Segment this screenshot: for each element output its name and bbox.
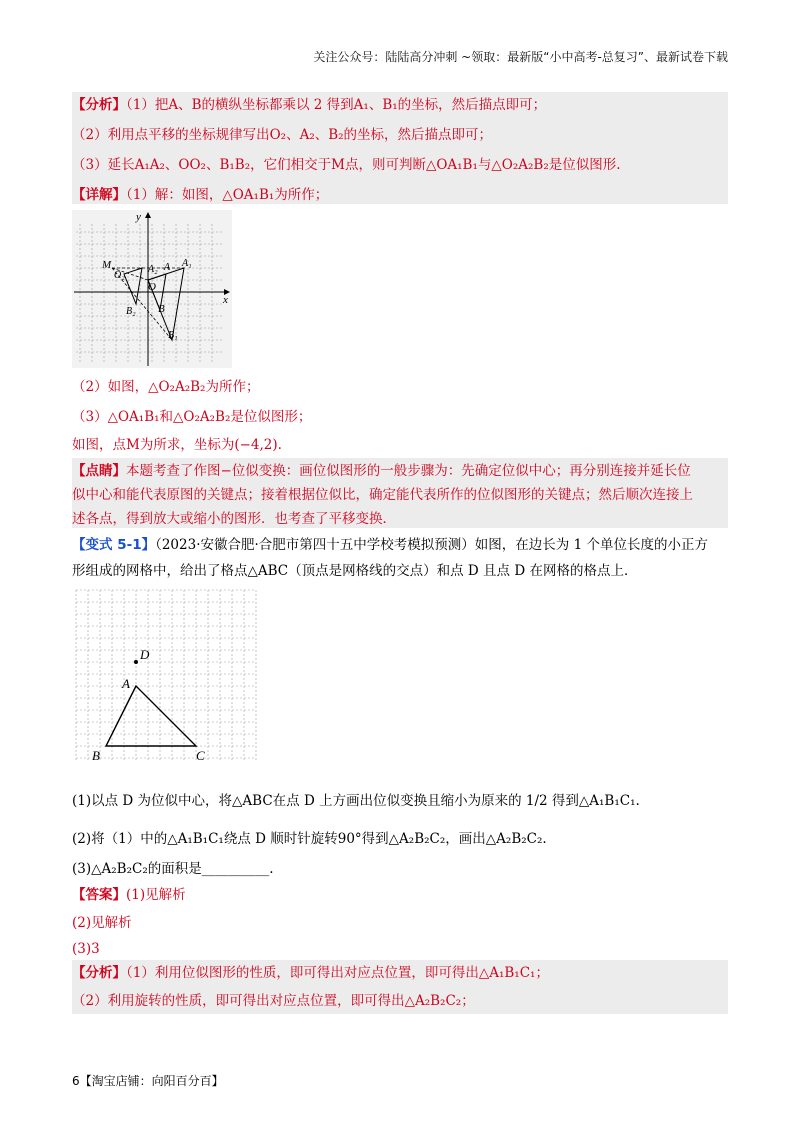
variant-line2: 形组成的网格中，给出了格点△ABC（顶点是网格线的交点）和点 D 且点 D 在网格的格点上． [72, 563, 638, 579]
figure1-coordinate-grid [72, 210, 232, 368]
point1-line3: 述各点，得到放大或缩小的图形．也考查了平移变换． [72, 511, 396, 527]
analysis2-line1: 【分析】（1）利用位似图形的性质，即可得出对应点位置，即可得出△A₁B₁C₁； [72, 965, 549, 981]
detail1-line4: 如图，点M为所求，坐标为(−4,2). [72, 437, 282, 453]
variant-line1: 【变式 5-1】（2023·安徽合肥·合肥市第四十五中学校考模拟预测）如图，在边长为 1 个单位长度的小正方 [72, 537, 708, 553]
label-C: C [196, 748, 205, 763]
label-B: B [158, 303, 165, 315]
detail1-tag: 【详解】 [72, 187, 126, 203]
answer-line2: (2)见解析 [72, 915, 132, 931]
detail1-line2: （2）如图，△O₂A₂B₂为所作； [72, 379, 260, 395]
analysis1-line1: 【分析】（1）把A、B的横纵坐标都乘以 2 得到A₁、B₁的坐标，然后描点即可； [72, 97, 547, 113]
point1-line1: 【点睛】本题考查了作图−位似变换：画位似图形的一般步骤为：先确定位似中心；再分别连接并延长位 [72, 463, 691, 479]
point-D [134, 660, 138, 664]
analysis1-tag: 【分析】 [72, 97, 126, 113]
triangle-ABC [106, 686, 196, 746]
point1-tag: 【点睛】 [72, 463, 126, 479]
label-O: O [148, 281, 156, 293]
label-A: A [122, 676, 130, 691]
label-M: M [102, 259, 112, 271]
label-O2: O₂ [114, 270, 125, 281]
figure2-grid-lines [76, 590, 256, 760]
question-2: (2)将（1）中的△A₁B₁C₁绕点 D 顺时针旋转90°得到△A₂B₂C₂，画出△A₂B₂C₂. [72, 831, 547, 847]
variant-tag: 【变式 5-1】 [72, 537, 156, 553]
page-footer: 6【淘宝店铺：向阳百分百】 [72, 1074, 224, 1088]
analysis1-line2: （2）利用点平移的坐标规律写出O₂、A₂、B₂的坐标，然后描点即可； [72, 127, 493, 143]
analysis1-line3: （3）延长A₁A₂、OO₂、B₁B₂，它们相交于M点，则可判断△OA₁B₁与△O₂A₂B₂是位似图形. [72, 157, 621, 173]
question-3: (3)△A₂B₂C₂的面积是__________. [72, 861, 274, 877]
figure1-y-label: y [136, 211, 141, 223]
figure1-x-label: x [223, 294, 228, 306]
question-1: (1)以点 D 为位似中心，将△ABC在点 D 上方画出位似变换且缩小为原来的 1/2 得到△A₁B₁C₁. [72, 793, 640, 809]
label-A1: A₁ [182, 258, 192, 269]
point1-line2: 似中心和能代表原图的关键点；接着根据位似比，确定能代表所作的位似图形的关键点；然后顺次连接上 [72, 487, 693, 503]
label-A2: A₂ [148, 264, 158, 275]
answer-line3: (3)3 [72, 941, 100, 957]
label-D: D [140, 647, 150, 662]
label-B2: B₂ [126, 306, 136, 317]
detail1-line3: （3）△OA₁B₁和△O₂A₂B₂是位似图形； [72, 409, 312, 425]
label-B1: B₁ [168, 330, 178, 341]
label-B: B [92, 748, 100, 763]
analysis2-line2: （2）利用旋转的性质，即可得出对应点位置，即可得出△A₂B₂C₂； [72, 993, 475, 1009]
answer-line1: 【答案】(1)见解析 [72, 887, 186, 903]
answer-tag: 【答案】 [72, 887, 126, 903]
analysis2-tag: 【分析】 [72, 965, 126, 981]
label-A: A [164, 262, 171, 273]
detail1-line1: 【详解】（1）解：如图，△OA₁B₁为所作； [72, 187, 329, 203]
figure2-grid [72, 586, 258, 764]
page-header: 关注公众号：陆陆高分冲刺 ~领取：最新版“小中高考-总复习”、最新试卷下载 [313, 50, 728, 64]
